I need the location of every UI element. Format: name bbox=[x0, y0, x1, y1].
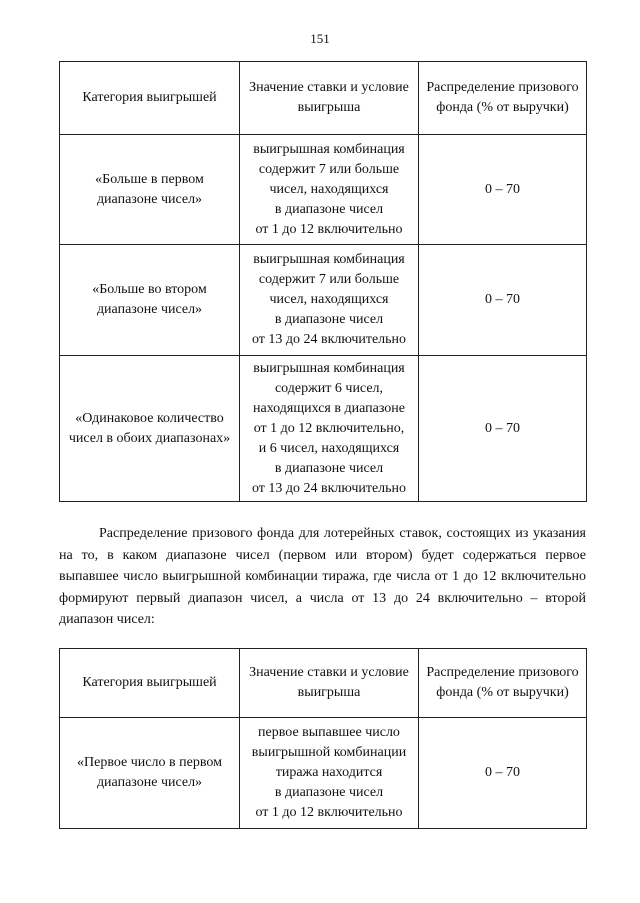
header-condition: Значение ставки и условие выигрыша bbox=[240, 62, 419, 135]
header-category: Категория выигрышей bbox=[60, 62, 240, 135]
row-distribution: 0 – 70 bbox=[419, 356, 587, 502]
header-condition: Значение ставки и условие выигрыша bbox=[240, 649, 419, 718]
row-category: «Одинаковое количество чисел в обоих диапазонах» bbox=[60, 356, 240, 502]
row-category: «Больше во втором диапазоне чисел» bbox=[60, 245, 240, 356]
header-distribution: Распределение призового фонда (% от выручки) bbox=[419, 649, 587, 718]
row-category: «Больше в первом диапазоне чисел» bbox=[60, 135, 240, 245]
table-row bbox=[60, 245, 587, 356]
table-header-row bbox=[60, 62, 587, 135]
header-distribution: Распределение призового фонда (% от выручки) bbox=[419, 62, 587, 135]
prize-distribution-table-2 bbox=[59, 648, 587, 829]
row-distribution: 0 – 70 bbox=[419, 135, 587, 245]
body-paragraph: Распределение призового фонда для лотерейных ставок, состоящих из указания на то, в каком диапазоне чисел (первом или втором) будет содержаться первое выпавшее число выигрышной комбинации тиража, где числа от 1 до 12 включительно формируют первый диапазон чисел, а числа от 13 до 24 включительно – второй диапазон чисел: bbox=[59, 526, 586, 627]
table-row bbox=[60, 356, 587, 502]
prize-distribution-table-1 bbox=[59, 61, 587, 502]
row-condition: выигрышная комбинация содержит 6 чисел, находящихся в диапазоне от 1 до 12 включительно, и 6 чисел, находящихся в диапазоне чисел от 13 до 24 включительно bbox=[240, 356, 419, 502]
row-distribution: 0 – 70 bbox=[419, 718, 587, 829]
row-category: «Первое число в первом диапазоне чисел» bbox=[60, 718, 240, 829]
page-number: 151 bbox=[310, 31, 330, 46]
table-row bbox=[60, 718, 587, 829]
table-row bbox=[60, 135, 587, 245]
row-condition: первое выпавшее число выигрышной комбинации тиража находится в диапазоне чисел от 1 до 12 включительно bbox=[240, 718, 419, 829]
row-condition: выигрышная комбинация содержит 7 или больше чисел, находящихся в диапазоне чисел от 13 до 24 включительно bbox=[240, 245, 419, 356]
row-distribution: 0 – 70 bbox=[419, 245, 587, 356]
table-header-row bbox=[60, 649, 587, 718]
header-category: Категория выигрышей bbox=[60, 649, 240, 718]
row-condition: выигрышная комбинация содержит 7 или больше чисел, находящихся в диапазоне чисел от 1 до 12 включительно bbox=[240, 135, 419, 245]
